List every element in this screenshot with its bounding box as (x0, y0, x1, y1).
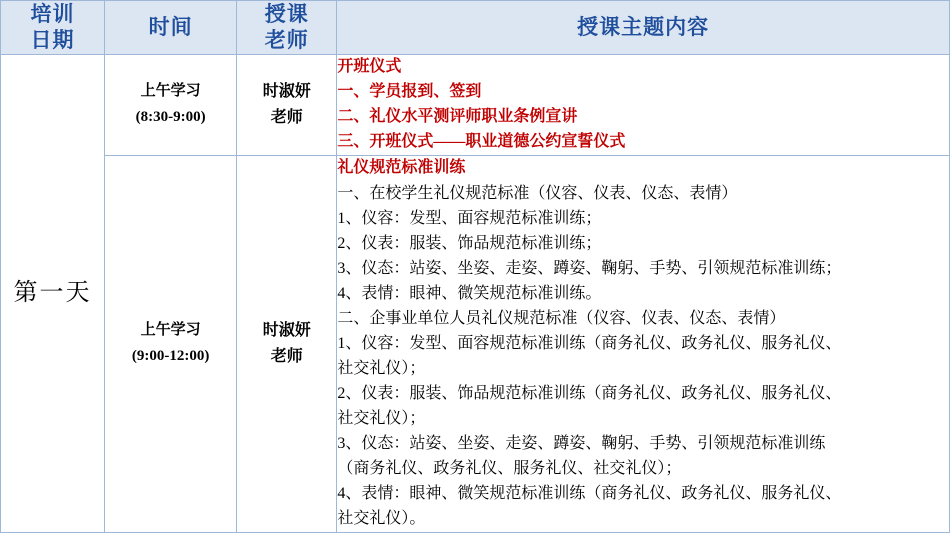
table-header (1, 1, 950, 55)
topic-lines (337, 182, 949, 531)
column-header-date (1, 1, 105, 55)
time-line1: 上午学习 (140, 83, 201, 100)
topic-line: 社交礼仪）。 (337, 509, 426, 527)
topic-title: 开班仪式 (337, 57, 402, 75)
topic-line: 社交礼仪）； (337, 359, 426, 377)
topic-line: 3、仪态：站姿、坐姿、走姿、蹲姿、鞠躬、手势、引领规范标准训练 (337, 434, 826, 452)
cell-time (105, 156, 237, 532)
table-row (1, 54, 950, 156)
topic-line: 社交礼仪）； (337, 409, 426, 427)
topic-line: 4、表情：眼神、微笑规范标准训练。 (337, 285, 602, 303)
table-row (1, 156, 950, 532)
column-header-time: 时间 (105, 1, 237, 55)
topic-line: （商务礼仪、政务礼仪、服务礼仪、社交礼仪）； (337, 459, 682, 477)
cell-day-label: 第一天 (1, 54, 105, 532)
teacher-line2: 老师 (270, 108, 303, 126)
cell-teacher (237, 54, 337, 156)
topic-line: 1、仪容：发型、面容规范标准训练； (337, 210, 602, 228)
topic-line: 1、仪容：发型、面容规范标准训练（商务礼仪、政务礼仪、服务礼仪、 (337, 334, 842, 352)
cell-teacher (237, 156, 337, 532)
teacher-line2: 老师 (270, 347, 303, 365)
topic-line: 2、仪表：服装、饰品规范标准训练； (337, 235, 602, 253)
cell-topic (337, 156, 950, 532)
topic-line: 2、仪表：服装、饰品规范标准训练（商务礼仪、政务礼仪、服务礼仪、 (337, 384, 842, 402)
table-header-row (1, 1, 950, 55)
topic-line: 一、学员报到、签到 (337, 83, 482, 101)
table-body (1, 54, 950, 532)
column-header-teacher (237, 1, 337, 55)
topic-lines (337, 80, 949, 155)
topic-title: 礼仪规范标准训练 (337, 159, 466, 177)
teacher-line1: 时淑妍 (262, 322, 311, 340)
column-header-date-line2: 日期 (30, 28, 75, 53)
column-header-topic: 授课主题内容 (337, 1, 950, 55)
topic-line: 二、企事业单位人员礼仪规范标准（仪容、仪表、仪态、表情） (337, 310, 786, 328)
topic-line: 一、在校学生礼仪规范标准（仪容、仪表、仪态、表情） (337, 185, 738, 203)
topic-line: 二、礼仪水平测评师职业条例宣讲 (337, 108, 578, 126)
cell-time (105, 54, 237, 156)
topic-line: 3、仪态：站姿、坐姿、走姿、蹲姿、鞠躬、手势、引领规范标准训练； (337, 260, 842, 278)
time-line1: 上午学习 (140, 322, 201, 339)
teacher-line1: 时淑妍 (262, 83, 311, 101)
column-header-date-line1: 培训 (30, 2, 75, 26)
topic-line: 三、开班仪式——职业道德公约宣誓仪式 (337, 133, 626, 151)
topic-line: 4、表情：眼神、微笑规范标准训练（商务礼仪、政务礼仪、服务礼仪、 (337, 484, 842, 502)
column-header-teacher-line1: 授课 (264, 2, 309, 26)
time-line2: (8:30-9:00) (135, 108, 206, 125)
column-header-teacher-line2: 老师 (264, 28, 309, 53)
cell-topic (337, 54, 950, 156)
time-line2: (9:00-12:00) (131, 347, 210, 364)
